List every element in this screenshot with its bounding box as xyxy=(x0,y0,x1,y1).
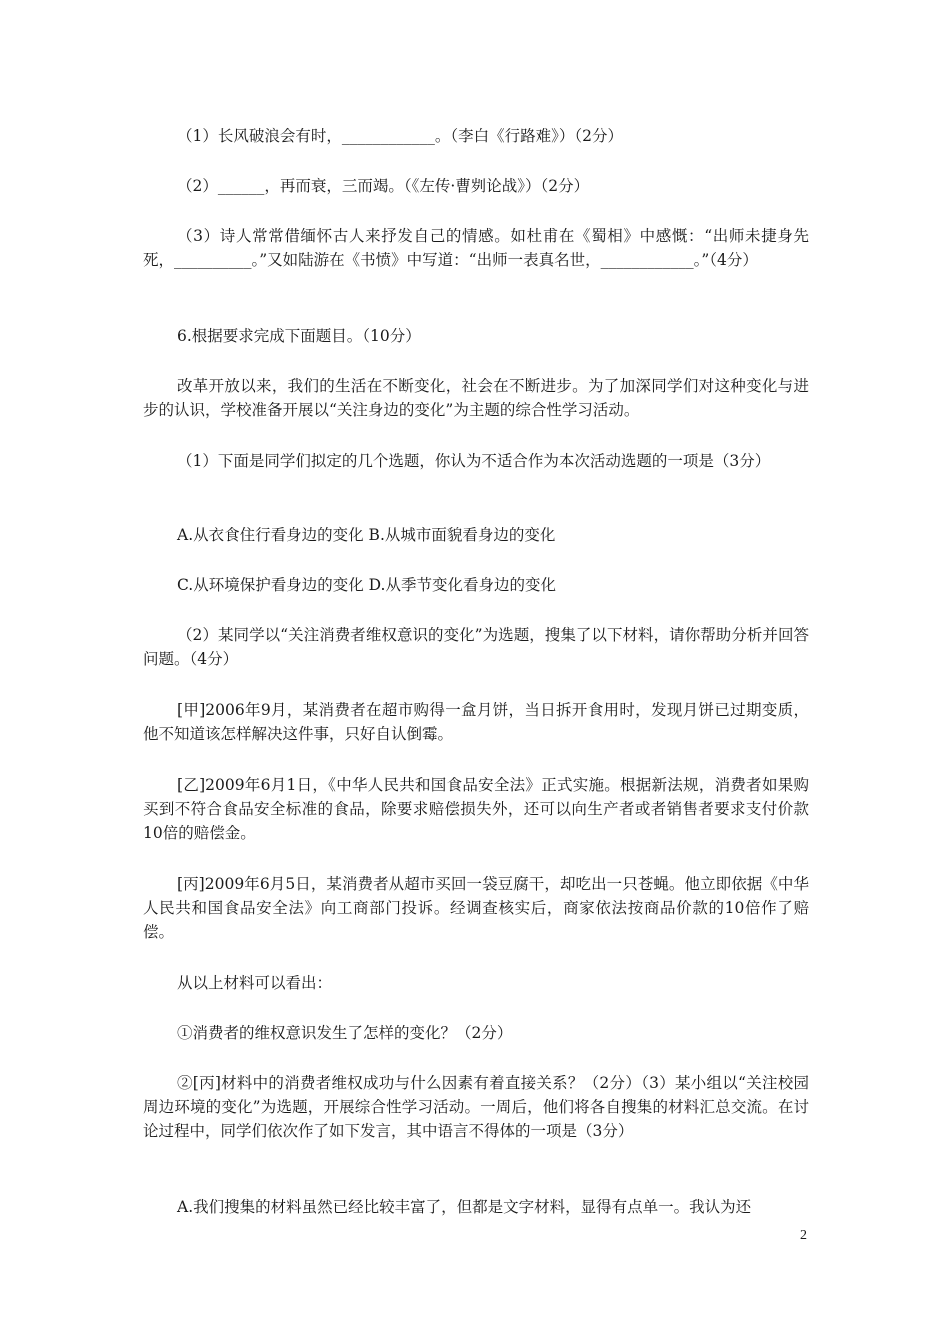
material-jia: [甲]2006年9月，某消费者在超市购得一盒月饼，当日拆开食用时，发现月饼已过期变质，他不知道该怎样解决这件事，只好自认倒霉。 xyxy=(143,701,809,743)
question-6-heading: 6.根据要求完成下面题目。（10分） xyxy=(177,327,421,345)
fill-blank-question-3: （3）诗人常常借缅怀古人来抒发自己的情感。如杜甫在《蜀相》中感慨：“出师未捷身先死，__________。”又如陆游在《书愤》中写道：“出师一表真名世，____________。”（4分） xyxy=(143,227,809,269)
activity-introduction: 改革开放以来，我们的生活在不断变化，社会在不断进步。为了加深同学们对这种变化与进步的认识，学校准备开展以“关注身边的变化”为主题的综合性学习活动。 xyxy=(143,377,809,419)
fill-blank-question-1: （1）长风破浪会有时，____________。（李白《行路难》）（2分） xyxy=(177,127,623,145)
sub-question-2: （2）某同学以“关注消费者维权意识的变化”为选题，搜集了以下材料，请你帮助分析并回答问题。（4分） xyxy=(143,626,809,668)
materials-conclusion-prompt: 从以上材料可以看出： xyxy=(177,974,333,992)
page-number: 2 xyxy=(800,1228,807,1243)
options-a-b: A.从衣食住行看身边的变化 B.从城市面貌看身边的变化 xyxy=(177,526,556,544)
question-circle-2-and-sub-question-3: ②[丙]材料中的消费者维权成功与什么因素有着直接关系？（2分）（3）某小组以“关注校园周边环境的变化”为选题，开展综合性学习活动。一周后，他们将各自搜集的材料汇总交流。在讨论过程中，同学们依次作了如下发言，其中语言不得体的一项是（3分） xyxy=(143,1074,809,1140)
option-a-statement: A.我们搜集的材料虽然已经比较丰富了，但都是文字材料，显得有点单一。我认为还 xyxy=(177,1198,752,1216)
material-yi: [乙]2009年6月1日，《中华人民共和国食品安全法》正式实施。根据新法规，消费者如果购买到不符合食品安全标准的食品，除要求赔偿损失外，还可以向生产者或者销售者要求支付价款10倍的赔偿金。 xyxy=(143,776,809,842)
question-circle-1: ①消费者的维权意识发生了怎样的变化？（2分） xyxy=(177,1024,513,1042)
fill-blank-question-2: （2）______，再而衰，三而竭。（《左传·曹刿论战》）（2分） xyxy=(177,177,590,195)
options-c-d: C.从环境保护看身边的变化 D.从季节变化看身边的变化 xyxy=(177,576,556,594)
sub-question-1: （1）下面是同学们拟定的几个选题，你认为不适合作为本次活动选题的一项是（3分） xyxy=(177,452,771,470)
material-bing: [丙]2009年6月5日，某消费者从超市买回一袋豆腐干，却吃出一只苍蝇。他立即依据《中华人民共和国食品安全法》向工商部门投诉。经调查核实后，商家依法按商品价款的10倍作了赔偿。 xyxy=(143,875,809,941)
